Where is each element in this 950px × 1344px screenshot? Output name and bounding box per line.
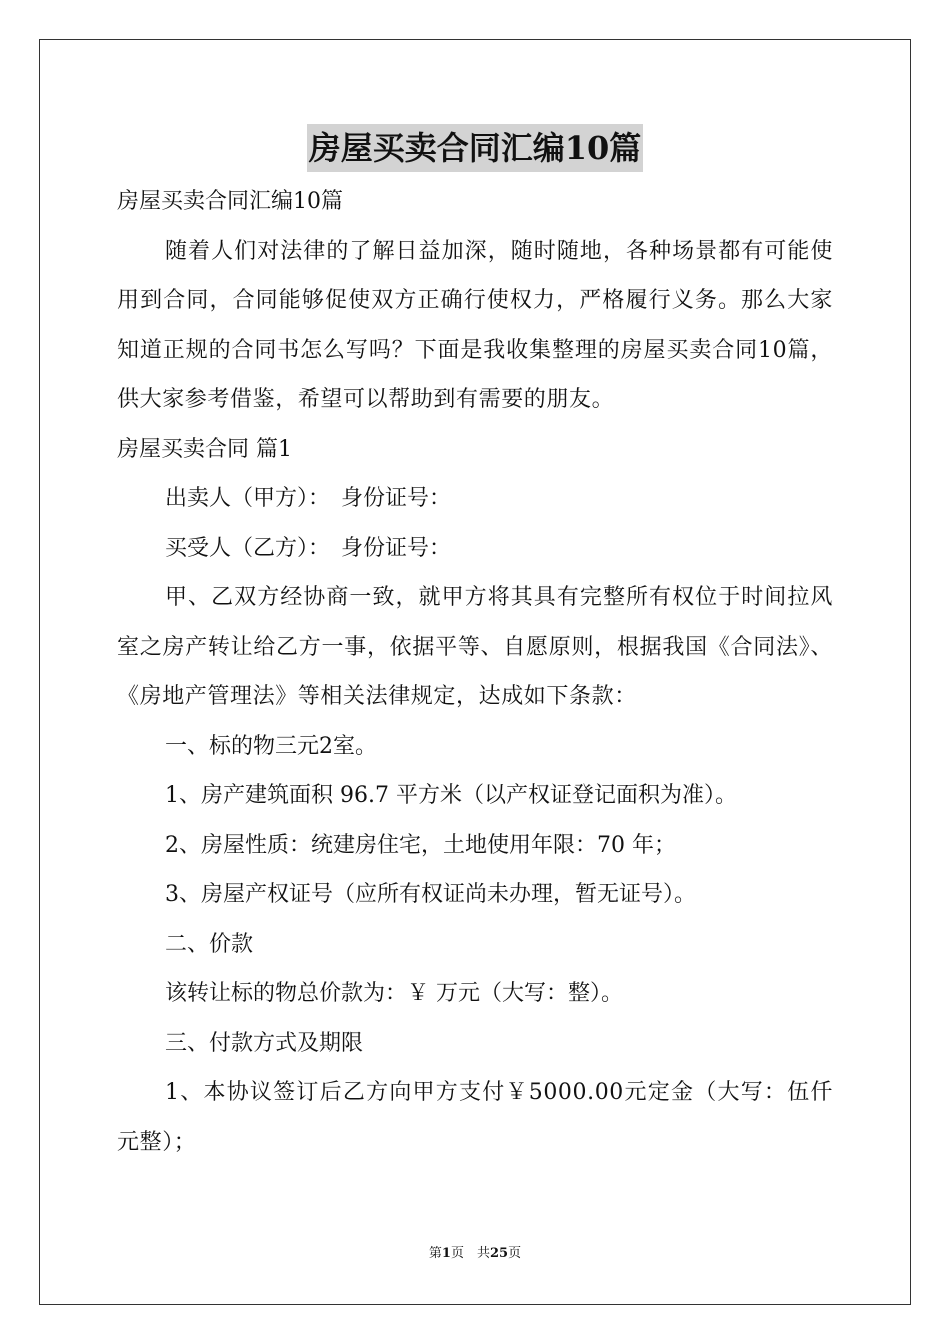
clause3-item1: 1、本协议签订后乙方向甲方支付￥5000.00元定金（大写：伍仟元整）； <box>117 1080 833 1155</box>
footer-mid: 页 共 <box>450 1246 490 1261</box>
clause2-text: 该转让标的物总价款为：￥ 万元（大写：整）。 <box>165 981 623 1006</box>
footer-prefix: 第 <box>428 1246 442 1261</box>
clause1-item2: 2、房屋性质：统建房住宅，土地使用年限：70 年； <box>165 832 676 858</box>
clause2-title: 二、价款 <box>165 931 254 957</box>
document-subtitle: 房屋买卖合同汇编10篇 <box>117 189 343 214</box>
clause1-item3: 3、房屋产权证号（应所有权证尚未办理，暂无证号）。 <box>165 882 696 907</box>
section-heading: 房屋买卖合同 篇1 <box>117 436 292 462</box>
seller-line: 出卖人（甲方）： 身份证号： <box>165 486 452 511</box>
clause1-item1: 1、房产建筑面积 96.7 平方米（以产权证登记面积为准）。 <box>165 783 737 808</box>
clause1-title: 一、标的物三元2室。 <box>165 733 377 759</box>
buyer-line: 买受人（乙方）： 身份证号： <box>165 535 452 561</box>
page-footer <box>0 1244 950 1264</box>
footer-current-page: 1 <box>441 1246 451 1261</box>
agreement-paragraph: 甲、乙双方经协商一致，就甲方将其具有完整所有权位于时间拉风 室之房产转让给乙方一事，依据平等、自愿原则，根据我国《合同法》、《房地产管理法》等相关法律规定，达成如下条款： <box>117 585 833 709</box>
intro-paragraph: 随着人们对法律的了解日益加深，随时随地，各种场景都有可能使用到合同，合同能够促使双方正确行使权力，严格履行义务。那么大家知道正规的合同书怎么写吗？下面是我收集整理的房屋买卖合同10篇，供大家参考借鉴，希望可以帮助到有需要的朋友。 <box>117 238 833 412</box>
footer-total-pages: 25 <box>489 1246 509 1261</box>
document-body <box>117 177 833 1167</box>
footer-suffix: 页 <box>508 1246 522 1261</box>
title-container <box>0 124 950 172</box>
clause3-title: 三、付款方式及期限 <box>165 1030 364 1056</box>
document-title: 房屋买卖合同汇编10篇 <box>307 124 644 172</box>
